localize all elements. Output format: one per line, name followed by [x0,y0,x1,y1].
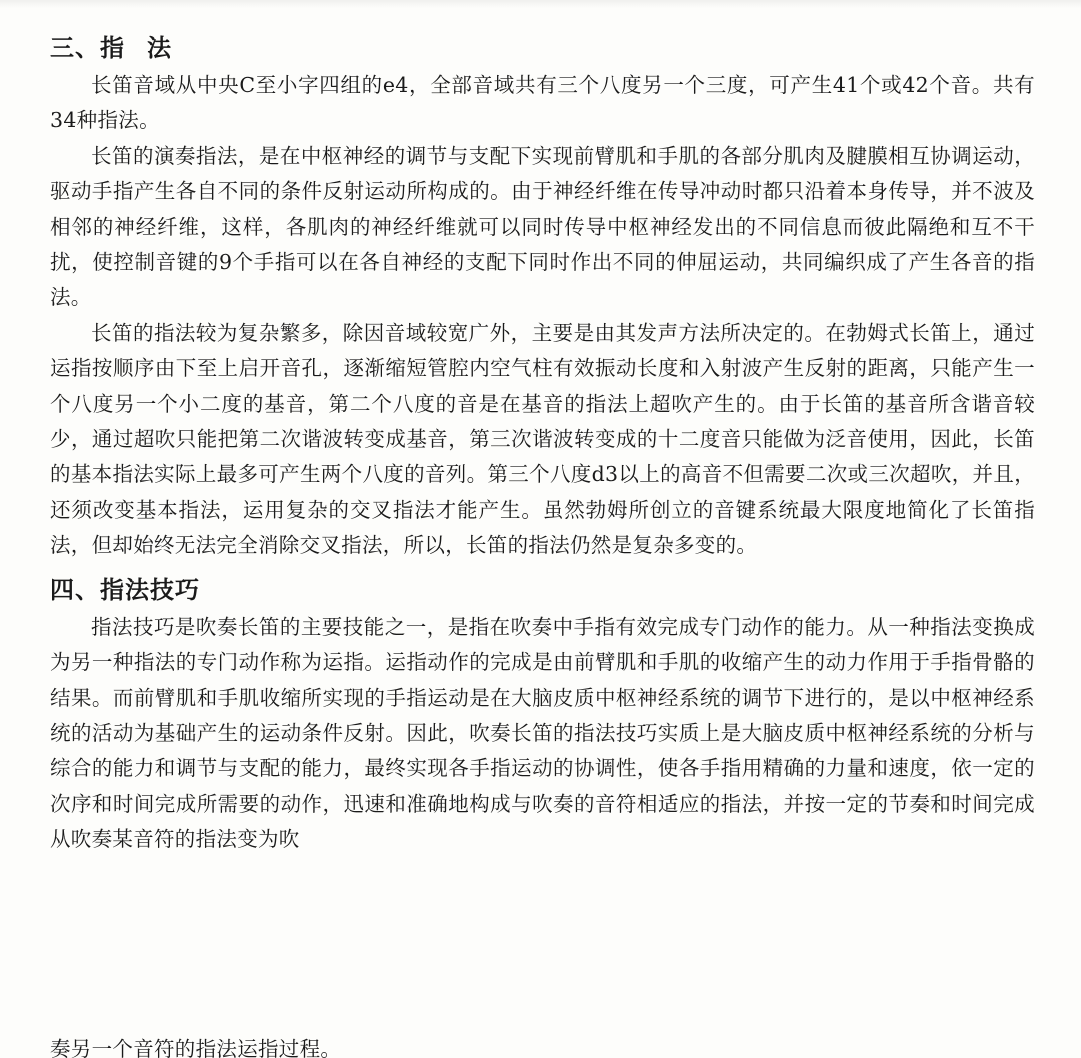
section-3-heading [50,28,1035,68]
scan-edge [0,0,1081,8]
cut-off-text-line: 奏另一个音符的指法运指过程。 [50,1037,342,1058]
section-3-paragraph-1: 长笛音域从中央C至小字四组的e4，全部音域共有三个八度另一个三度，可产生41个或42个音。共有34种指法。 [50,73,1035,133]
section-4 [50,570,1035,858]
section-4-heading: 四、指法技巧 [50,575,200,604]
document-body [50,28,1035,858]
section-3-heading-suffix: 法 [147,34,172,62]
section-3-heading-prefix: 三、指 [50,34,125,62]
section-3-paragraph-2: 长笛的演奏指法，是在中枢神经的调节与支配下实现前臂肌和手肌的各部分肌肉及腱膜相互协调运动，驱动手指产生各自不同的条件反射运动所构成的。由于神经纤维在传导冲动时都只沿着本身传导，并不波及相邻的神经纤维，这样，各肌肉的神经纤维就可以同时传导中枢神经发出的不同信息而彼此隔绝和互不干扰，使控制音键的9个手指可以在各自神经的支配下同时作出不同的伸屈运动，共同编织成了产生各音的指法。 [50,143,1035,310]
section-3-paragraph-3: 长笛的指法较为复杂繁多，除因音域较宽广外，主要是由其发声方法所决定的。在勃姆式长笛上，通过运指按顺序由下至上启开音孔，逐渐缩短管腔内空气柱有效振动长度和入射波产生反射的距离，只能产生一个八度另一个小二度的基音，第二个八度的音是在基音的指法上超吹产生的。由于长笛的基音所含谐音较少，通过超吹只能把第二次谐波转变成基音，第三次谐波转变成的十二度音只能做为泛音使用，因此，长笛的基本指法实际上最多可产生两个八度的音列。第三个八度d3以上的高音不但需要二次或三次超吹，并且，还须改变基本指法，运用复杂的交叉指法才能产生。虽然勃姆所创立的音键系统最大限度地简化了长笛指法，但却始终无法完全消除交叉指法，所以，长笛的指法仍然是复杂多变的。 [50,320,1035,558]
section-3 [50,28,1035,564]
section-4-paragraph-1: 指法技巧是吹奏长笛的主要技能之一，是指在吹奏中手指有效完成专门动作的能力。从一种指法变换成为另一种指法的专门动作称为运指。运指动作的完成是由前臂肌和手肌的收缩产生的动力作用于手指骨骼的结果。而前臂肌和手肌收缩所实现的手指运动是在大脑皮质中枢神经系统的调节下进行的，是以中枢神经系统的活动为基础产生的运动条件反射。因此，吹奏长笛的指法技巧实质上是大脑皮质中枢神经系统的分析与综合的能力和调节与支配的能力，最终实现各手指运动的协调性，使各手指用精确的力量和速度，依一定的次序和时间完成所需要的动作，迅速和准确地构成与吹奏的音符相适应的指法，并按一定的节奏和时间完成从吹奏某音符的指法变为吹 [50,614,1035,852]
